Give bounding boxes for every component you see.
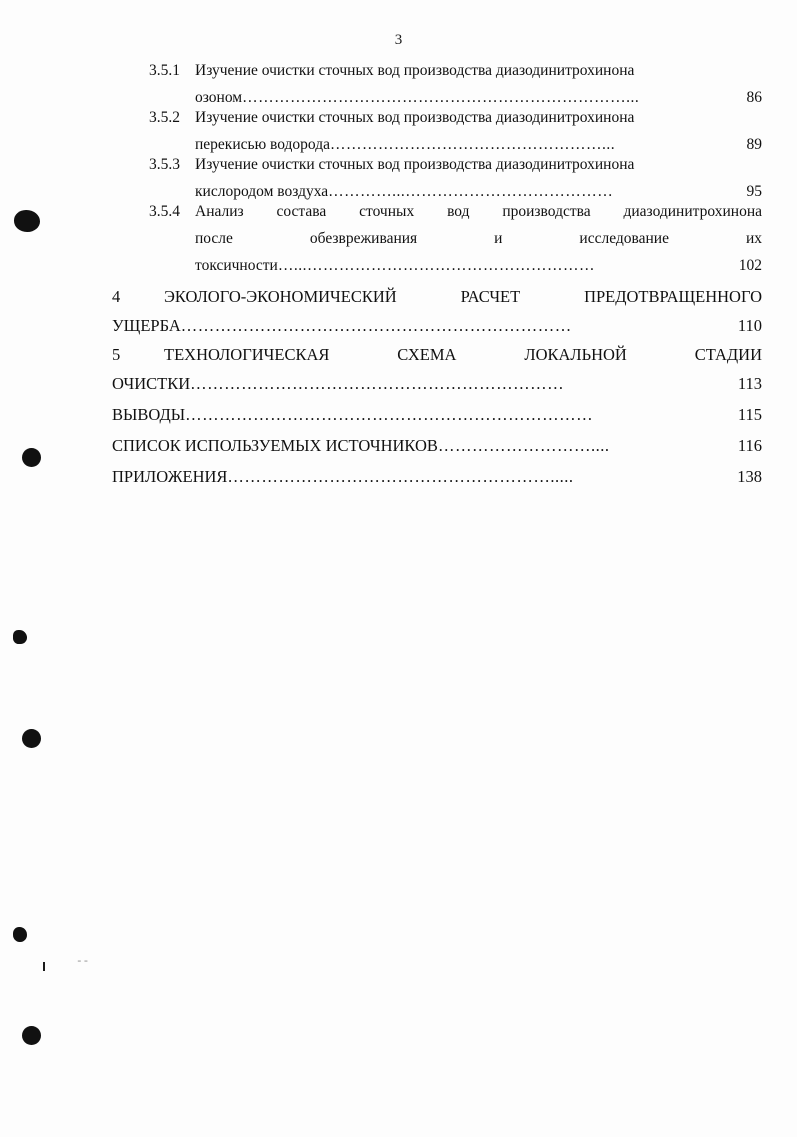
toc-entry-number: 5 — [112, 345, 121, 364]
toc-leader-dots: …………...………………………………… — [328, 183, 614, 200]
toc-entry-title-cont: токсичности — [195, 257, 278, 274]
speck-mark — [43, 962, 45, 971]
toc-page-number: 110 — [737, 316, 762, 335]
toc-page-number: 115 — [737, 405, 762, 424]
toc-entry[interactable] — [112, 156, 762, 201]
toc-entry[interactable] — [112, 405, 762, 425]
toc-entry[interactable] — [112, 287, 762, 336]
toc-entry-number: 3.5.4 — [149, 203, 180, 220]
toc-page-number: 116 — [737, 436, 762, 455]
speck-mark — [13, 630, 27, 644]
toc-entry-title-cont: кислородом воздуха — [195, 183, 329, 200]
toc-page-number: 113 — [737, 374, 762, 393]
toc-leader-dots: ……………………….... — [437, 436, 610, 455]
toc-entry-number: 3.5.2 — [149, 109, 180, 126]
toc-page-number: 102 — [738, 257, 762, 274]
toc-entry-number: 4 — [112, 287, 121, 306]
faint-scan-mark: -- — [76, 956, 90, 968]
toc-entry-number: 3.5.1 — [149, 62, 180, 79]
toc-entry-title: Изучение очистки сточных вод производства диазодинитрохинона — [195, 156, 635, 173]
toc-entry-title-cont: УЩЕРБА — [112, 316, 181, 335]
hole-punch-mark — [22, 729, 41, 748]
toc-leader-dots: …………………………………………………..... — [227, 467, 574, 486]
toc-entry-title-cont: ОЧИСТКИ — [112, 374, 191, 393]
toc-entry[interactable] — [112, 109, 762, 154]
toc-entry-title: ВЫВОДЫ — [112, 405, 186, 424]
toc-leader-dots: ……………………………………………... — [330, 136, 616, 153]
toc-page-number: 95 — [746, 183, 762, 200]
toc-entry-number: 3.5.3 — [149, 156, 180, 173]
toc-leader-dots: ………………………………………………………………... — [242, 89, 640, 106]
toc-entry[interactable] — [112, 203, 762, 275]
toc-entry[interactable] — [112, 62, 762, 107]
toc-entry-title: СПИСОК ИСПОЛЬЗУЕМЫХ ИСТОЧНИКОВ — [112, 436, 438, 455]
toc-page-number: 89 — [746, 136, 762, 153]
toc-entry-title: ТЕХНОЛОГИЧЕСКАЯ СХЕМА ЛОКАЛЬНОЙ СТАДИИ — [164, 345, 762, 364]
toc-leader-dots: …………………………………………………………… — [180, 316, 572, 335]
page-number: 3 — [394, 32, 403, 48]
toc-entry-title: Изучение очистки сточных вод производства диазодинитрохинона — [195, 62, 635, 79]
toc-entry[interactable] — [112, 436, 762, 456]
toc-entry[interactable] — [112, 467, 762, 487]
toc-leader-dots: …...……………………………………………… — [277, 257, 595, 274]
toc-leader-dots: ………………………………………………………… — [190, 374, 565, 393]
toc-page-number: 86 — [746, 89, 762, 106]
toc-entry-title: ЭКОЛОГО-ЭКОНОМИЧЕСКИЙ РАСЧЕТ ПРЕДОТВРАЩЕННОГО — [164, 287, 762, 306]
speck-mark — [13, 927, 27, 942]
table-of-contents — [112, 62, 762, 487]
hole-punch-mark — [22, 1026, 41, 1045]
toc-entry[interactable] — [112, 345, 762, 394]
toc-entry-title-mid: после обезвреживания и исследование их — [195, 230, 762, 247]
hole-punch-mark — [14, 210, 40, 232]
toc-entry-title-cont: озоном — [195, 89, 243, 106]
toc-entry-title: Изучение очистки сточных вод производства диазодинитрохинона — [195, 109, 635, 126]
toc-leader-dots: ……………………………………………………………… — [185, 405, 594, 424]
toc-entry-title: ПРИЛОЖЕНИЯ — [112, 467, 228, 486]
toc-entry-title: Анализ состава сточных вод производства диазодинитрохинона — [195, 203, 762, 220]
hole-punch-mark — [22, 448, 41, 467]
toc-page-number: 138 — [737, 467, 762, 486]
toc-entry-title-cont: перекисью водорода — [195, 136, 331, 153]
